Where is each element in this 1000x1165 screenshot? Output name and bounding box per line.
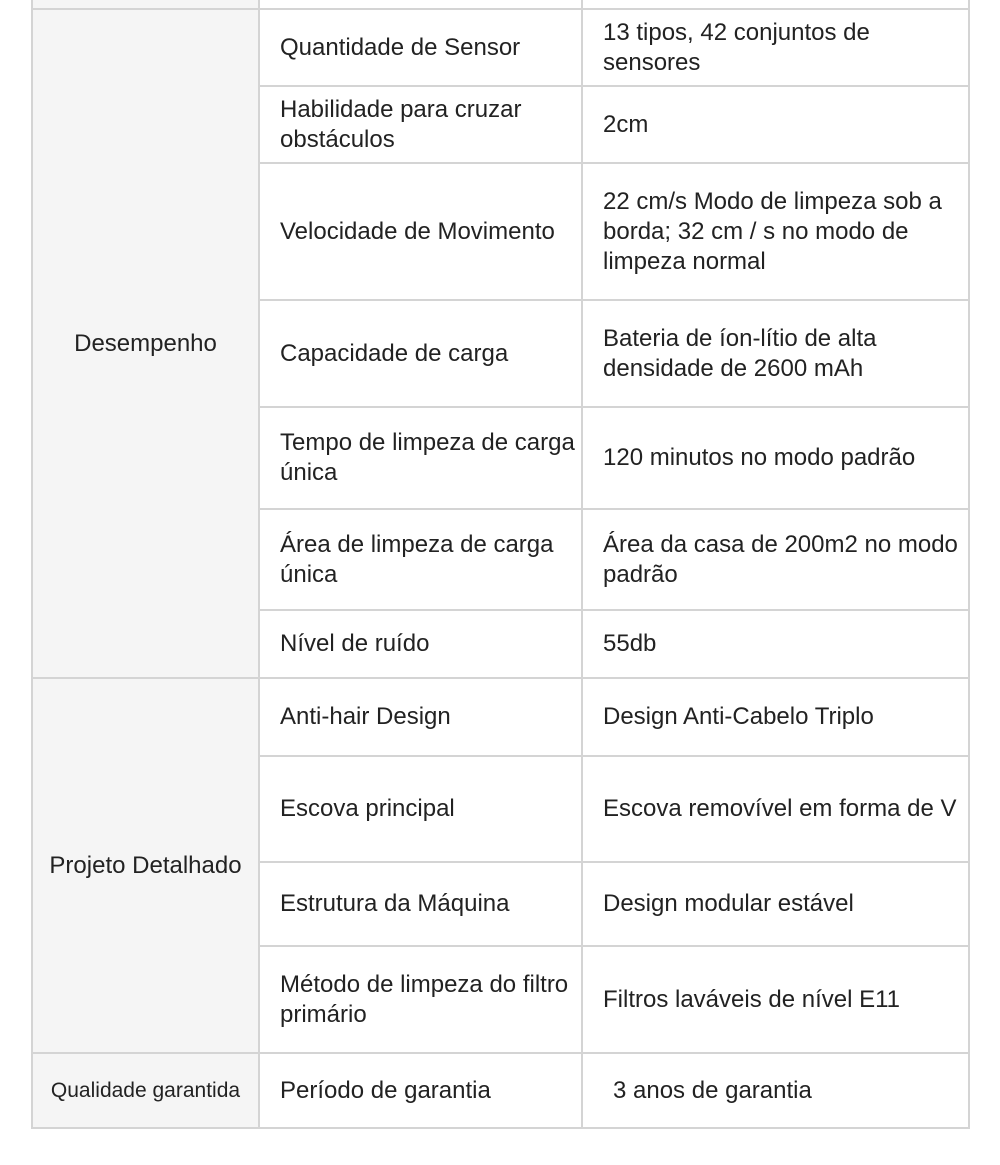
value-cell: 2cm	[582, 86, 969, 163]
feature-cell: Anti-hair Design	[259, 678, 582, 756]
value-cell: Bateria de íon-lítio de alta densidade de 2600 mAh	[582, 300, 969, 407]
feature-cell: Tempo de limpeza de carga única	[259, 407, 582, 509]
category-cell: Projeto Detalhado	[32, 678, 259, 1053]
category-cell: Desempenho	[32, 9, 259, 678]
feature-cell: Período de garantia	[259, 1053, 582, 1128]
feature-cell: Área de limpeza de carga única	[259, 509, 582, 610]
table-row	[32, 1053, 969, 1128]
table-row	[32, 9, 969, 86]
value-cell: 3 anos de garantia	[582, 1053, 969, 1128]
feature-cell: Habilidade para cruzar obstáculos	[259, 86, 582, 163]
value-cell: Área da casa de 200m2 no modo padrão	[582, 509, 969, 610]
value-cell: 120 minutos no modo padrão	[582, 407, 969, 509]
feature-cell: Estrutura da Máquina	[259, 862, 582, 946]
feature-cell: Escova principal	[259, 756, 582, 862]
value-cell: Filtros laváveis de nível E11	[582, 946, 969, 1053]
value-cell: Escova removível em forma de V	[582, 756, 969, 862]
feature-cell: Nível de ruído	[259, 610, 582, 678]
value-cell: 55db	[582, 610, 969, 678]
feature-cell: Capacidade de carga	[259, 300, 582, 407]
category-cell: Qualidade garantida	[32, 1053, 259, 1128]
feature-cell: Método de limpeza do filtro primário	[259, 946, 582, 1053]
value-cell: 22 cm/s Modo de limpeza sob a borda; 32 cm / s no modo de limpeza normal	[582, 163, 969, 300]
feature-cell: Quantidade de Sensor	[259, 9, 582, 86]
feature-cell: Velocidade de Movimento	[259, 163, 582, 300]
table-row-top-edge	[32, 0, 969, 9]
spec-table	[31, 0, 970, 1129]
value-cell: Design modular estável	[582, 862, 969, 946]
value-cell: 13 tipos, 42 conjuntos de sensores	[582, 9, 969, 86]
table-row	[32, 678, 969, 756]
value-cell: Design Anti-Cabelo Triplo	[582, 678, 969, 756]
